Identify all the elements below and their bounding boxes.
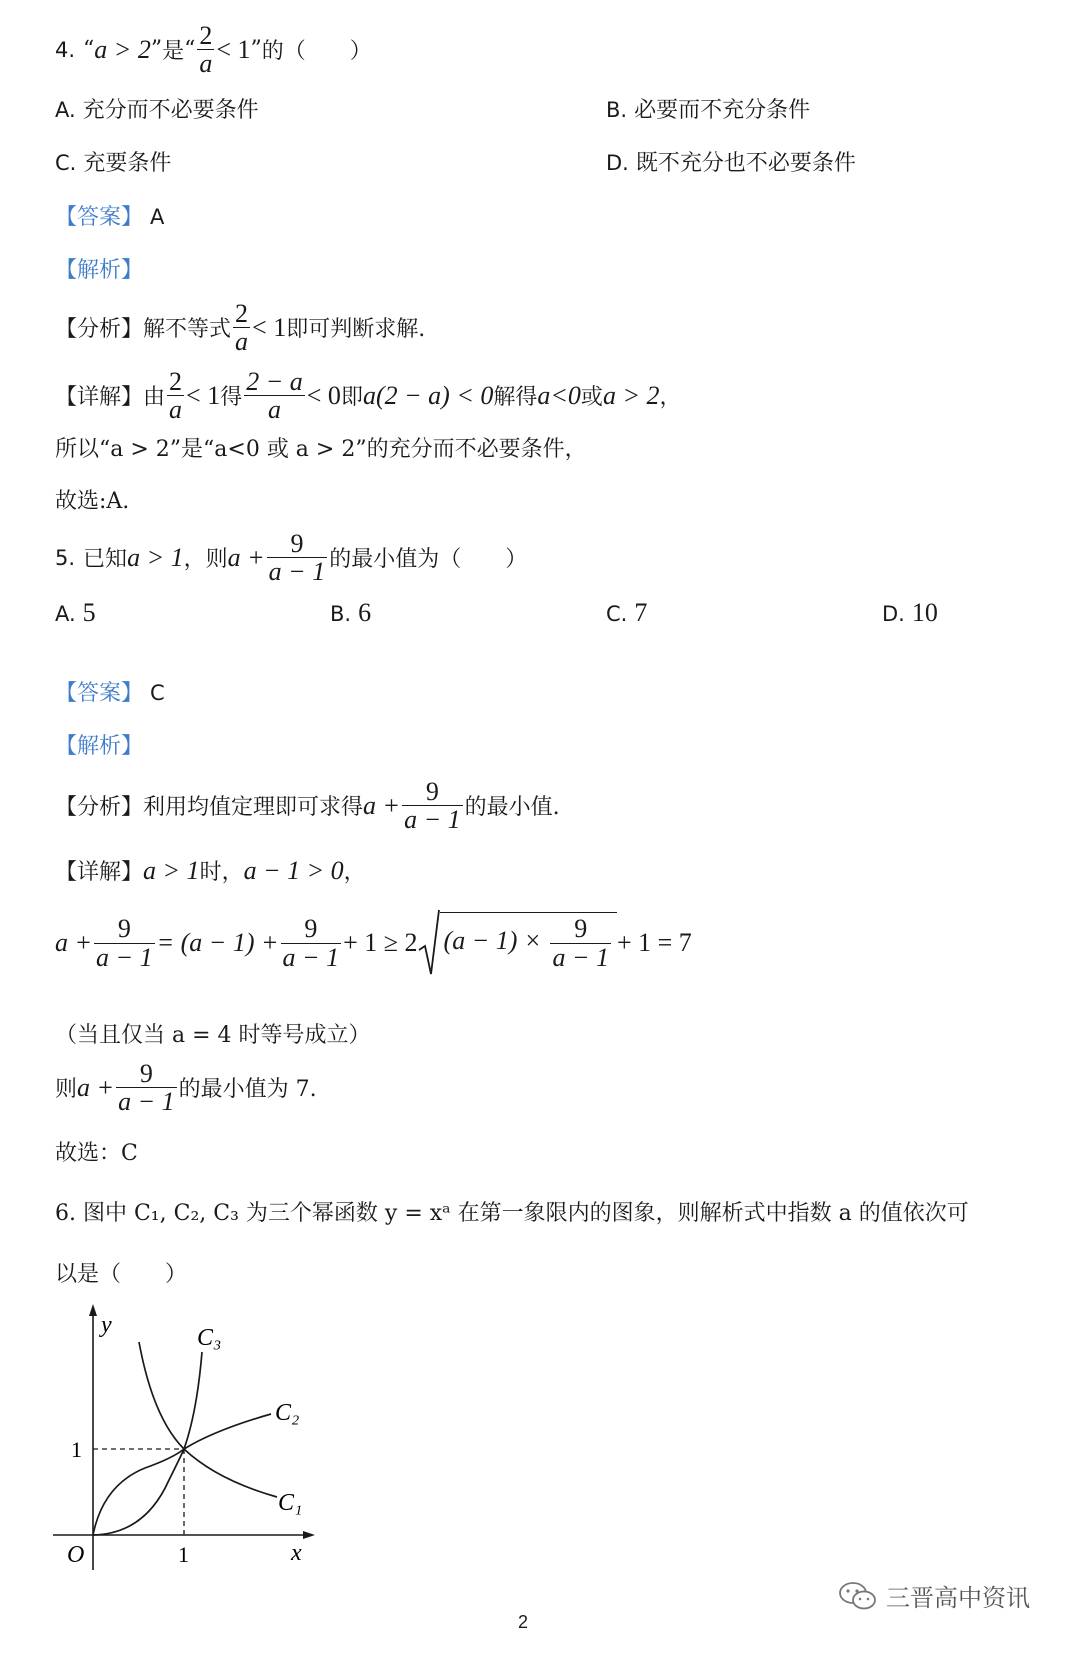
q4-quote-close-2: ” — [250, 37, 262, 63]
q5-number: 5. — [55, 545, 76, 570]
power-function-graph — [45, 1300, 325, 1570]
option-text: 既不充分也不必要条件 — [635, 151, 856, 176]
conclusion-expr-a: a + — [77, 1072, 115, 1102]
xj-de: 得 — [220, 385, 243, 411]
option-label: A. — [55, 98, 76, 122]
option-text: 5 — [82, 598, 96, 627]
xj-huo: 或 — [580, 385, 603, 411]
curve-c2 — [93, 1414, 271, 1535]
eq-lhs: a + — [55, 928, 93, 957]
q4-analysis-tag: 【解析】 — [55, 258, 144, 283]
q4-option-a[interactable] — [55, 93, 259, 124]
page-number: 2 — [518, 1612, 529, 1632]
option-text: 充要条件 — [83, 151, 172, 176]
eq-tail: + 1 = 7 — [616, 928, 692, 957]
xj-cond: a > 1 — [143, 855, 200, 885]
q4-ineq: < 1 — [216, 34, 251, 64]
q5-fenxi — [55, 778, 560, 834]
q5-option-d[interactable] — [882, 598, 938, 628]
xj-ji: 即 — [340, 385, 363, 411]
q4-frac-num: 2 — [199, 21, 213, 50]
xj-you: 由 — [143, 385, 166, 411]
radical-icon — [418, 908, 440, 978]
eq-middle: = (a − 1) + — [156, 928, 279, 957]
x-tick-1: 1 — [178, 1542, 189, 1567]
conclusion-post: 的最小值为 7. — [178, 1077, 317, 1103]
eq-fraction-1 — [94, 915, 155, 971]
q4-number: 4. — [55, 37, 76, 62]
frac-num: 9 — [267, 530, 328, 558]
q5-pre: 已知 — [83, 547, 128, 573]
frac-num: 9 — [281, 915, 342, 943]
answer-value: C — [150, 681, 165, 705]
frac-den: a — [169, 395, 183, 425]
q4-option-d[interactable] — [606, 146, 856, 177]
q4-quote-open-2: “ — [184, 37, 196, 63]
frac-den: a — [267, 395, 281, 425]
q4-suoyi: 所以“a > 2”是“a<0 或 a > 2”的充分而不必要条件， — [55, 437, 587, 462]
q4-answer — [55, 200, 164, 231]
q5-equality-note: （当且仅当 a = 4 时等号成立） — [55, 1023, 371, 1048]
y-axis-label: y — [101, 1312, 112, 1338]
q4-stem — [55, 22, 372, 78]
q5-condition: a > 1 — [127, 542, 184, 572]
q4-guxuan: 故选:A. — [55, 489, 130, 514]
option-text: 7 — [634, 598, 648, 627]
q4-quote-close: ” — [150, 37, 163, 63]
q6-stem-line1: 6. 图中 C₁, C₂, C₃ 为三个幂函数 y = xᵃ 在第一象限内的图象，则解析式中指数 a 的值依次可 — [55, 1201, 969, 1226]
q5-guxuan: 故选：C — [55, 1141, 138, 1166]
fenxi-fraction — [402, 778, 463, 834]
q5-expr-a: a + — [227, 542, 265, 572]
conclusion-pre: 则 — [55, 1077, 78, 1103]
label-c2: C₂ — [275, 1400, 300, 1426]
frac-num: 9 — [402, 778, 463, 806]
option-text: 6 — [358, 598, 372, 627]
xj-sol2: a > 2 — [602, 380, 660, 410]
option-label: C. — [55, 151, 77, 175]
q5-option-c[interactable] — [606, 598, 647, 628]
answer-tag: 【答案】 — [55, 205, 144, 230]
q5-option-b[interactable] — [330, 598, 371, 628]
xiangjie-tag: 【详解】 — [55, 385, 144, 411]
xj-sol1: a<0 — [537, 380, 581, 410]
xj-comma: ， — [659, 385, 682, 411]
option-label: B. — [606, 98, 628, 122]
xj-lt0: < 0 — [306, 380, 341, 410]
fenxi-fraction — [233, 300, 250, 356]
fenxi-post: 的最小值. — [464, 795, 560, 821]
q5-post: 的最小值为（ ） — [329, 547, 528, 573]
option-label: A. — [55, 602, 76, 626]
frac-num: 9 — [116, 1060, 177, 1088]
fenxi-pre: 解不等式 — [143, 317, 232, 343]
watermark — [838, 1578, 1030, 1613]
option-text: 10 — [911, 598, 938, 627]
answer-tag: 【答案】 — [55, 681, 144, 706]
option-label: D. — [606, 151, 629, 175]
watermark-text: 三晋高中资讯 — [886, 1584, 1030, 1612]
q5-xiangjie — [55, 855, 366, 886]
y-tick-1: 1 — [71, 1437, 82, 1462]
sqrt-fraction — [550, 915, 611, 971]
frac-num: 9 — [550, 915, 611, 943]
frac-num: 2 — [235, 299, 249, 328]
q4-paren: 的（ ） — [261, 39, 372, 65]
x-axis-arrow-icon — [303, 1531, 315, 1539]
frac-den: a − 1 — [552, 942, 609, 972]
frac-den: a − 1 — [268, 557, 326, 587]
fenxi-tag: 【分析】 — [55, 317, 144, 343]
xj-jiede: 解得 — [493, 385, 538, 411]
fenxi-tag: 【分析】 — [55, 795, 144, 821]
q4-quote-open: “ — [83, 37, 95, 63]
q4-condition: a > 2 — [94, 34, 151, 64]
x-axis-label: x — [291, 1540, 302, 1566]
q5-answer — [55, 676, 165, 707]
eq-fraction-2 — [281, 915, 342, 971]
q5-conclusion — [55, 1060, 317, 1116]
option-label: D. — [882, 602, 905, 626]
frac-den: a − 1 — [96, 942, 153, 972]
option-text: 充分而不必要条件 — [82, 98, 259, 123]
sqrt-body — [440, 912, 617, 971]
sqrt-symbol — [418, 908, 617, 978]
option-label: B. — [330, 602, 352, 626]
y-axis-arrow-icon — [89, 1304, 97, 1316]
frac-den: a − 1 — [282, 942, 340, 972]
curve-c1 — [139, 1342, 277, 1497]
fenxi-expr-a: a + — [363, 790, 401, 820]
q4-xiangjie — [55, 368, 682, 424]
xj-fraction-1 — [167, 368, 184, 424]
label-c1: C₁ — [278, 1490, 303, 1516]
xj-positive: a − 1 > 0 — [243, 855, 344, 885]
q4-frac-den: a — [199, 49, 213, 79]
q5-analysis-tag: 【解析】 — [55, 734, 144, 759]
q5-fraction — [267, 530, 328, 586]
q5-ze: ，则 — [183, 547, 228, 573]
q4-fraction — [197, 22, 214, 78]
q4-option-c[interactable] — [55, 146, 171, 177]
q5-equation — [55, 908, 692, 978]
frac-num: 9 — [94, 915, 155, 943]
frac-den: a — [235, 327, 249, 357]
option-text: 必要而不充分条件 — [634, 98, 811, 123]
fenxi-ineq: < 1 — [252, 312, 287, 342]
q4-option-b[interactable] — [606, 93, 810, 124]
wechat-icon — [838, 1580, 878, 1612]
fenxi-post: 即可判断求解. — [286, 317, 426, 343]
q6-stem-line2: 以是（ ） — [55, 1262, 188, 1287]
fenxi-pre: 利用均值定理即可求得 — [143, 795, 364, 821]
option-label: C. — [606, 602, 628, 626]
xj-fraction-2 — [244, 368, 305, 424]
q5-stem — [55, 530, 527, 586]
xj-shi: 时， — [199, 860, 244, 885]
answer-value: A — [150, 205, 165, 229]
frac-num: 2 — [169, 367, 183, 396]
q4-fenxi — [55, 300, 425, 356]
conclusion-fraction — [116, 1060, 177, 1116]
origin-label: O — [67, 1542, 85, 1568]
q5-option-a[interactable] — [55, 598, 96, 628]
sqrt-a: (a − 1) × — [443, 926, 542, 955]
label-c3: C₃ — [197, 1325, 222, 1351]
frac-num: 2 − a — [246, 367, 303, 396]
frac-den: a − 1 — [404, 805, 461, 835]
xiangjie-tag: 【详解】 — [55, 860, 144, 885]
xj-product: a(2 − a) < 0 — [362, 380, 494, 410]
frac-den: a − 1 — [118, 1087, 175, 1117]
xj-ineq-1: < 1 — [186, 380, 221, 410]
eq-ge: + 1 ≥ 2 — [343, 928, 418, 957]
xj-comma: ， — [343, 860, 366, 885]
q4-shi: 是 — [162, 39, 185, 65]
